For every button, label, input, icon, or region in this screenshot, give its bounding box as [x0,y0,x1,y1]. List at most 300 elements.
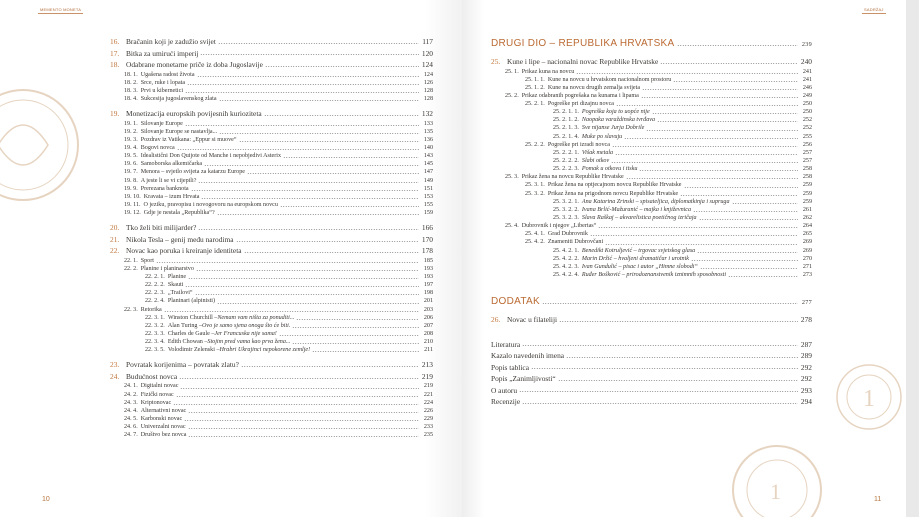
entry-page: 145 [423,161,433,168]
dot-leader [185,92,419,93]
dot-leader [204,165,419,166]
entry-number: 25. 2. 2. 2. [553,158,579,165]
toc-entry[interactable] [110,87,433,95]
entry-number: 26. [491,315,501,325]
entry-page: 235 [423,432,433,439]
toc-entry[interactable] [110,338,433,346]
entry-number: 22. 2. 1. [145,274,165,281]
toc-entry[interactable] [110,71,433,79]
dot-leader [616,105,798,106]
entry-page: 201 [423,298,433,305]
dot-leader [217,214,419,215]
entry-page: 257 [802,149,812,156]
toc-entry[interactable] [110,399,433,407]
entry-title: Novac kao poruka i kreiranje identiteta [126,246,242,256]
dot-leader [519,391,798,392]
entry-title: Univerzalni novac [140,424,186,431]
entry-page: 166 [421,223,433,233]
dot-leader [673,81,798,82]
entry-number: 25. 3. 2. 1. [553,198,579,205]
toc-entry[interactable] [110,273,433,281]
entry-number: 25. 3. 2. 3. [553,215,579,222]
entry-title-italic: Muke po slavuju [581,133,623,140]
entry-page: 117 [422,37,433,46]
entry-title: Digitalni novac [140,383,179,390]
entry-number: 19. 1. [124,120,138,127]
entry-number: 18. 1. [124,71,138,78]
entry-page: 278 [800,315,812,325]
entry-title: Dubrovnik i njegov „Libertas“ [521,223,597,230]
dot-leader [200,54,419,55]
dot-leader [684,187,799,188]
entry-number: 19. 11. [124,201,141,208]
toc-entry[interactable] [110,136,433,144]
entry-number: 25. 4. [505,223,519,230]
toc-entry[interactable] [491,263,812,271]
dot-leader [559,321,798,322]
entry-page: 132 [421,109,433,119]
toc-entry[interactable] [110,322,433,330]
toc-entry[interactable] [110,128,433,136]
dot-leader [693,211,798,212]
coin-one-euro-icon [834,362,904,432]
toc-entry[interactable] [491,238,812,246]
dot-leader [177,149,419,150]
toc-entry[interactable] [110,193,433,201]
entry-title: Prerezana banknota [140,185,189,192]
toc-part-heading[interactable] [491,295,812,309]
entry-page: 135 [423,128,433,135]
toc-entry[interactable] [110,120,433,128]
toc-entry[interactable] [110,168,433,176]
entry-number: 25. 2. 1. 2. [553,117,579,124]
entry-page: 197 [423,282,433,289]
right-page [462,0,906,517]
entry-page: 250 [802,101,812,108]
entry-title: Monetizacija europskih povijesnih kurioziteta [126,109,262,119]
toc-entry[interactable] [491,165,812,173]
toc-entry[interactable] [491,181,812,189]
entry-page: 159 [423,210,433,217]
entry-page: 240 [800,57,812,66]
dot-leader [542,303,798,304]
entry-number: 25. 3. 2. 2. [553,206,579,213]
entry-title: Gdje je nestala „Republika“? [143,210,215,217]
dot-leader [522,403,798,404]
entry-page: 211 [424,347,433,354]
dot-leader [236,241,419,242]
entry-number: 24. 1. [124,383,138,390]
table-of-contents [491,37,812,408]
dot-leader [239,141,419,142]
dot-leader [179,378,419,379]
dot-leader [188,412,419,413]
entry-number: 17. [110,48,120,58]
entry-number: 22. 3. 5. [145,347,165,354]
entry-title: Kravata – izum Hrvata [143,193,200,200]
toc-entry[interactable] [110,59,433,71]
toc-entry[interactable] [110,297,433,305]
entry-number: 25. [491,57,501,66]
entry-number: 25. 3. 1. [525,182,545,189]
dot-leader [265,66,419,67]
toc-entry[interactable] [491,133,812,141]
dot-leader [576,73,798,74]
toc-entry[interactable] [110,108,433,120]
entry-page: 289 [800,351,812,361]
dot-leader [680,195,798,196]
entry-title: A jeste li se vi cijepili? [140,177,197,184]
dot-leader [531,368,798,369]
entry-page: 224 [423,399,433,406]
entry-page: 294 [800,397,812,407]
entry-number: 19. 8. [124,177,138,184]
entry-page: 292 [800,374,812,384]
toc-entry[interactable] [491,230,812,238]
entry-page: 256 [802,141,812,148]
toc-entry[interactable] [110,314,433,322]
toc-entry[interactable] [110,234,433,246]
entry-title: Popis tablica [491,362,529,372]
entry-number: 19. 7. [124,169,138,176]
entry-number: 19. 6. [124,161,138,168]
toc-entry[interactable] [110,423,433,431]
entry-title: Samoborska alkemičarka [140,161,203,168]
toc-entry[interactable] [491,173,812,181]
dot-leader [176,396,419,397]
toc-entry[interactable] [491,222,812,230]
dot-leader [732,203,798,204]
dot-leader [292,343,419,344]
entry-title: Ugašena radost života [140,71,195,78]
entry-page: 221 [423,391,433,398]
dot-leader [691,260,798,261]
entry-title: Sukcesija jugoslavenskog zlata [140,95,217,102]
entry-page: 203 [423,306,433,313]
entry-title: Bitka za umirući imperij [126,48,199,58]
entry-page: 153 [423,193,433,200]
entry-number: 25. 2. 1. 1. [553,109,579,116]
entry-number: 22. [110,246,120,256]
dot-leader [173,404,419,405]
toc-entry[interactable] [491,314,812,326]
toc-entry[interactable] [110,407,433,415]
entry-number: 16. [110,37,120,46]
dot-leader [522,345,798,346]
entry-number: 24. [110,371,120,381]
entry-number: 24. 4. [124,407,138,414]
toc-entry[interactable] [491,84,812,92]
entry-page: 258 [802,166,812,173]
toc-entry[interactable] [491,255,812,263]
toc-entry[interactable] [491,339,812,351]
entry-title: Kazalo navedenih imena [491,351,565,361]
entry-title: Skauti [167,282,184,289]
toc-entry[interactable] [491,149,812,157]
entry-title: Karbonski novac [140,416,183,422]
entry-number: 25. 4. 2. [525,239,545,246]
toc-entry[interactable] [110,257,433,265]
toc-entry[interactable] [110,222,433,234]
dot-leader [612,146,798,147]
dot-leader [180,388,419,389]
entry-title-italic: Sve nijanse Jurja Dobrile [581,125,645,132]
entry-title-italic: Slabi otkov [581,158,610,165]
toc-entry[interactable] [110,95,433,103]
entry-page: 255 [802,133,812,140]
toc-entry[interactable] [491,247,812,255]
toc-entry[interactable] [110,201,433,209]
toc-entry[interactable] [491,108,812,116]
dot-leader [605,244,798,245]
entry-title: Bračanin koji je zadužio svijet [126,37,216,46]
entry-page: 128 [423,95,433,102]
dot-leader [615,154,798,155]
entry-number: 25. 2. 1. [525,101,545,108]
toc-entry[interactable] [110,359,433,371]
toc-entry[interactable] [491,271,812,279]
toc-entry[interactable] [110,431,433,439]
dot-leader [283,157,419,158]
toc-entry[interactable] [491,141,812,149]
entry-number: 19. 12. [124,210,141,217]
entry-number: 25. 4. 1. [525,231,545,238]
toc-entry[interactable] [491,190,812,198]
dot-leader [642,89,798,90]
entry-title: Sport [140,257,154,264]
toc-entry[interactable] [110,185,433,193]
dot-leader [191,190,419,191]
toc-entry[interactable] [491,76,812,84]
entry-number: 19. 4. [124,144,138,151]
toc-entry[interactable] [110,371,433,383]
dot-leader [639,170,798,171]
toc-entry[interactable] [110,281,433,289]
toc-entry[interactable] [110,391,433,399]
entry-title: Popis „Zanimljivosti“ [491,374,556,384]
toc-entry[interactable] [491,92,812,100]
dot-leader [201,198,419,199]
toc-entry[interactable] [491,116,812,124]
entry-title: Prikaz žena na prigodnom novcu Republike Hrvatske [547,190,679,197]
dot-leader [697,252,798,253]
entry-page: 250 [802,109,812,116]
entry-number: 22. 2. 4. [145,298,165,305]
entry-title: Fizički novac [140,391,174,398]
coin-kuna-stamp-icon [730,443,825,517]
toc-entry[interactable] [110,209,433,217]
dot-leader [280,206,419,207]
table-of-contents [110,36,433,439]
entry-title: Prikaz žena na novcu Republike Hrvatske [521,174,624,181]
toc-entry[interactable] [491,100,812,108]
entry-page: 277 [801,299,812,307]
entry-title: Društvo bez novca [140,432,187,439]
toc-entry[interactable] [491,385,812,397]
entry-number: 18. 2. [124,79,138,86]
dot-leader [641,97,798,98]
entry-title: Povratak korijenima – povratak zlatu? [126,360,239,370]
entry-page: 149 [423,177,433,184]
dot-leader [188,428,419,429]
entry-title: Kune i lipe – nacionalni novac Republike Hrvatske [507,57,659,66]
entry-number: 24. 6. [124,424,138,431]
entry-page: 219 [423,383,433,390]
entry-page: 261 [802,206,812,213]
dot-leader [188,436,419,437]
toc-entry[interactable] [110,48,433,60]
entry-number: 19. [110,109,120,119]
entry-number: 24. 2. [124,391,138,398]
running-head: SADRŽAJ [864,7,884,12]
entry-title: Silovanje Europe se nastavlja... [140,128,218,135]
toc-entry[interactable] [110,144,433,152]
entry-title: Budućnost novca [126,371,178,381]
entry-page: 273 [802,272,812,279]
toc-entry[interactable] [491,362,812,374]
entry-title: Znameniti Dubrovčani [547,239,604,246]
entry-page: 193 [423,265,433,272]
entry-number: 22. 3. [124,306,138,313]
entry-page: 252 [802,125,812,132]
entry-title: Edith Chowan – [167,339,208,346]
page-number: 11 [874,496,882,503]
dot-leader [264,115,419,116]
entry-number: 25. 3. [505,174,519,181]
toc-entry[interactable] [491,214,812,222]
entry-page: 271 [802,263,812,270]
entry-number: 19. 10. [124,193,141,200]
entry-number: 25. 2. 1. 3. [553,125,579,132]
toc-entry[interactable] [110,415,433,423]
toc-entry[interactable] [110,306,433,314]
entry-page: 178 [421,246,433,256]
dot-leader [218,43,419,44]
toc-entry[interactable] [491,206,812,214]
entry-page: 136 [423,136,433,143]
svg-text:1: 1 [770,479,781,504]
toc-entry[interactable] [491,373,812,385]
toc-entry[interactable] [110,330,433,338]
entry-page: 126 [423,79,433,86]
entry-number: 24. 7. [124,432,138,439]
entry-number: 22. 2. 3. [145,290,165,297]
toc-entry[interactable] [110,36,433,48]
entry-title-italic: Pogreška koja to uopće nije [581,109,650,116]
running-head: MEMENTO MONETA [40,7,82,12]
entry-page: 259 [802,182,812,189]
entry-page: 213 [421,360,433,370]
entry-title: Bogovi novca [140,144,175,151]
entry-number: 23. [110,360,120,370]
entry-page: 140 [423,144,433,151]
toc-entry[interactable] [491,198,812,206]
toc-entry[interactable] [110,382,433,390]
entry-page: 269 [802,247,812,254]
toc-entry[interactable] [491,124,812,132]
entry-page: 257 [802,158,812,165]
toc-entry[interactable] [110,245,433,257]
entry-page: 128 [423,87,433,94]
dot-leader [197,76,419,77]
toc-entry[interactable] [110,79,433,87]
entry-title: Alternativni novac [140,407,187,414]
entry-title: Charles de Gaule – [167,331,215,338]
entry-number: 19. 9. [124,185,138,192]
toc-part-heading[interactable] [491,37,812,51]
toc-entry[interactable] [110,289,433,297]
entry-page: 229 [423,416,433,422]
entry-page: 185 [423,257,433,264]
entry-title: Nikola Tesla – genij među narodima [126,234,234,244]
entry-title: Grad Dubrovnik [547,231,588,238]
toc-entry[interactable] [110,152,433,160]
toc-entry[interactable] [491,396,812,408]
entry-title-italic: Ruđer Bošković – prirodoznanstvenik iznimnih sposobnosti [581,272,727,279]
entry-number: 25. 2. 1. 4. [553,133,579,140]
toc-entry[interactable] [110,346,433,354]
page-number: 10 [42,496,50,503]
entry-title: Prikaz odabranih pogrešaka na kunama i lipama [521,92,639,99]
toc-entry[interactable] [110,265,433,273]
entry-number: 25. 4. 2. 4. [553,272,579,279]
entry-title: Kriptonovac [140,399,172,406]
entry-title: Novac u filateliji [507,315,558,325]
entry-title-italic: Benedikt Kotruljević – trgovac svjetskog glasa [581,247,696,254]
dot-leader [244,252,419,253]
dot-leader [657,121,798,122]
toc-entry[interactable] [491,68,812,76]
dot-leader [296,319,419,320]
entry-page: 120 [421,48,433,58]
dot-leader [164,311,419,312]
dot-leader [699,219,798,220]
dot-leader [626,178,798,179]
entry-page: 210 [423,339,433,346]
entry-title: Prikaz kuna na novcu [521,68,575,75]
dot-leader [611,162,798,163]
entry-title: Recenzije [491,397,521,407]
entry-number: 18. [110,60,120,69]
entry-page: 265 [802,231,812,238]
dot-leader [279,335,419,336]
entry-title-italic: Marin Držić – hvaljeni dramatičar i urotnik [581,255,689,262]
toc-entry[interactable] [491,157,812,165]
entry-number: 22. 2. 2. [145,282,165,289]
entry-title-italic: Stojim pred vama kao prva žena... [207,339,291,346]
entry-page: 241 [802,68,812,75]
entry-title: Pogreške pri izradi novca [547,141,610,148]
entry-title: Pogreške pri dizajnu novca [547,101,614,108]
entry-number: 25. 2. 2. [525,141,545,148]
entry-title: Kune na novcu drugih zemalja svijeta [547,84,641,91]
entry-number: 22. 3. 3. [145,331,165,338]
dot-leader [566,357,798,358]
entry-title: Kune na novcu u hrvatskom nacionalnom prostoru [547,76,672,83]
toc-entry[interactable] [110,160,433,168]
toc-entry[interactable] [110,177,433,185]
entry-title: Menora – svjetlo svijeta za katarzu Europe [140,169,245,176]
toc-entry[interactable] [491,56,812,68]
entry-title-italic: Višak metala [581,149,614,156]
toc-entry[interactable] [491,350,812,362]
dot-leader [590,235,798,236]
dot-leader [646,130,798,131]
entry-page: 133 [423,120,433,127]
entry-page: 219 [421,371,433,381]
entry-title: Planinari (alpinisti) [167,298,216,305]
dot-leader [196,270,419,271]
